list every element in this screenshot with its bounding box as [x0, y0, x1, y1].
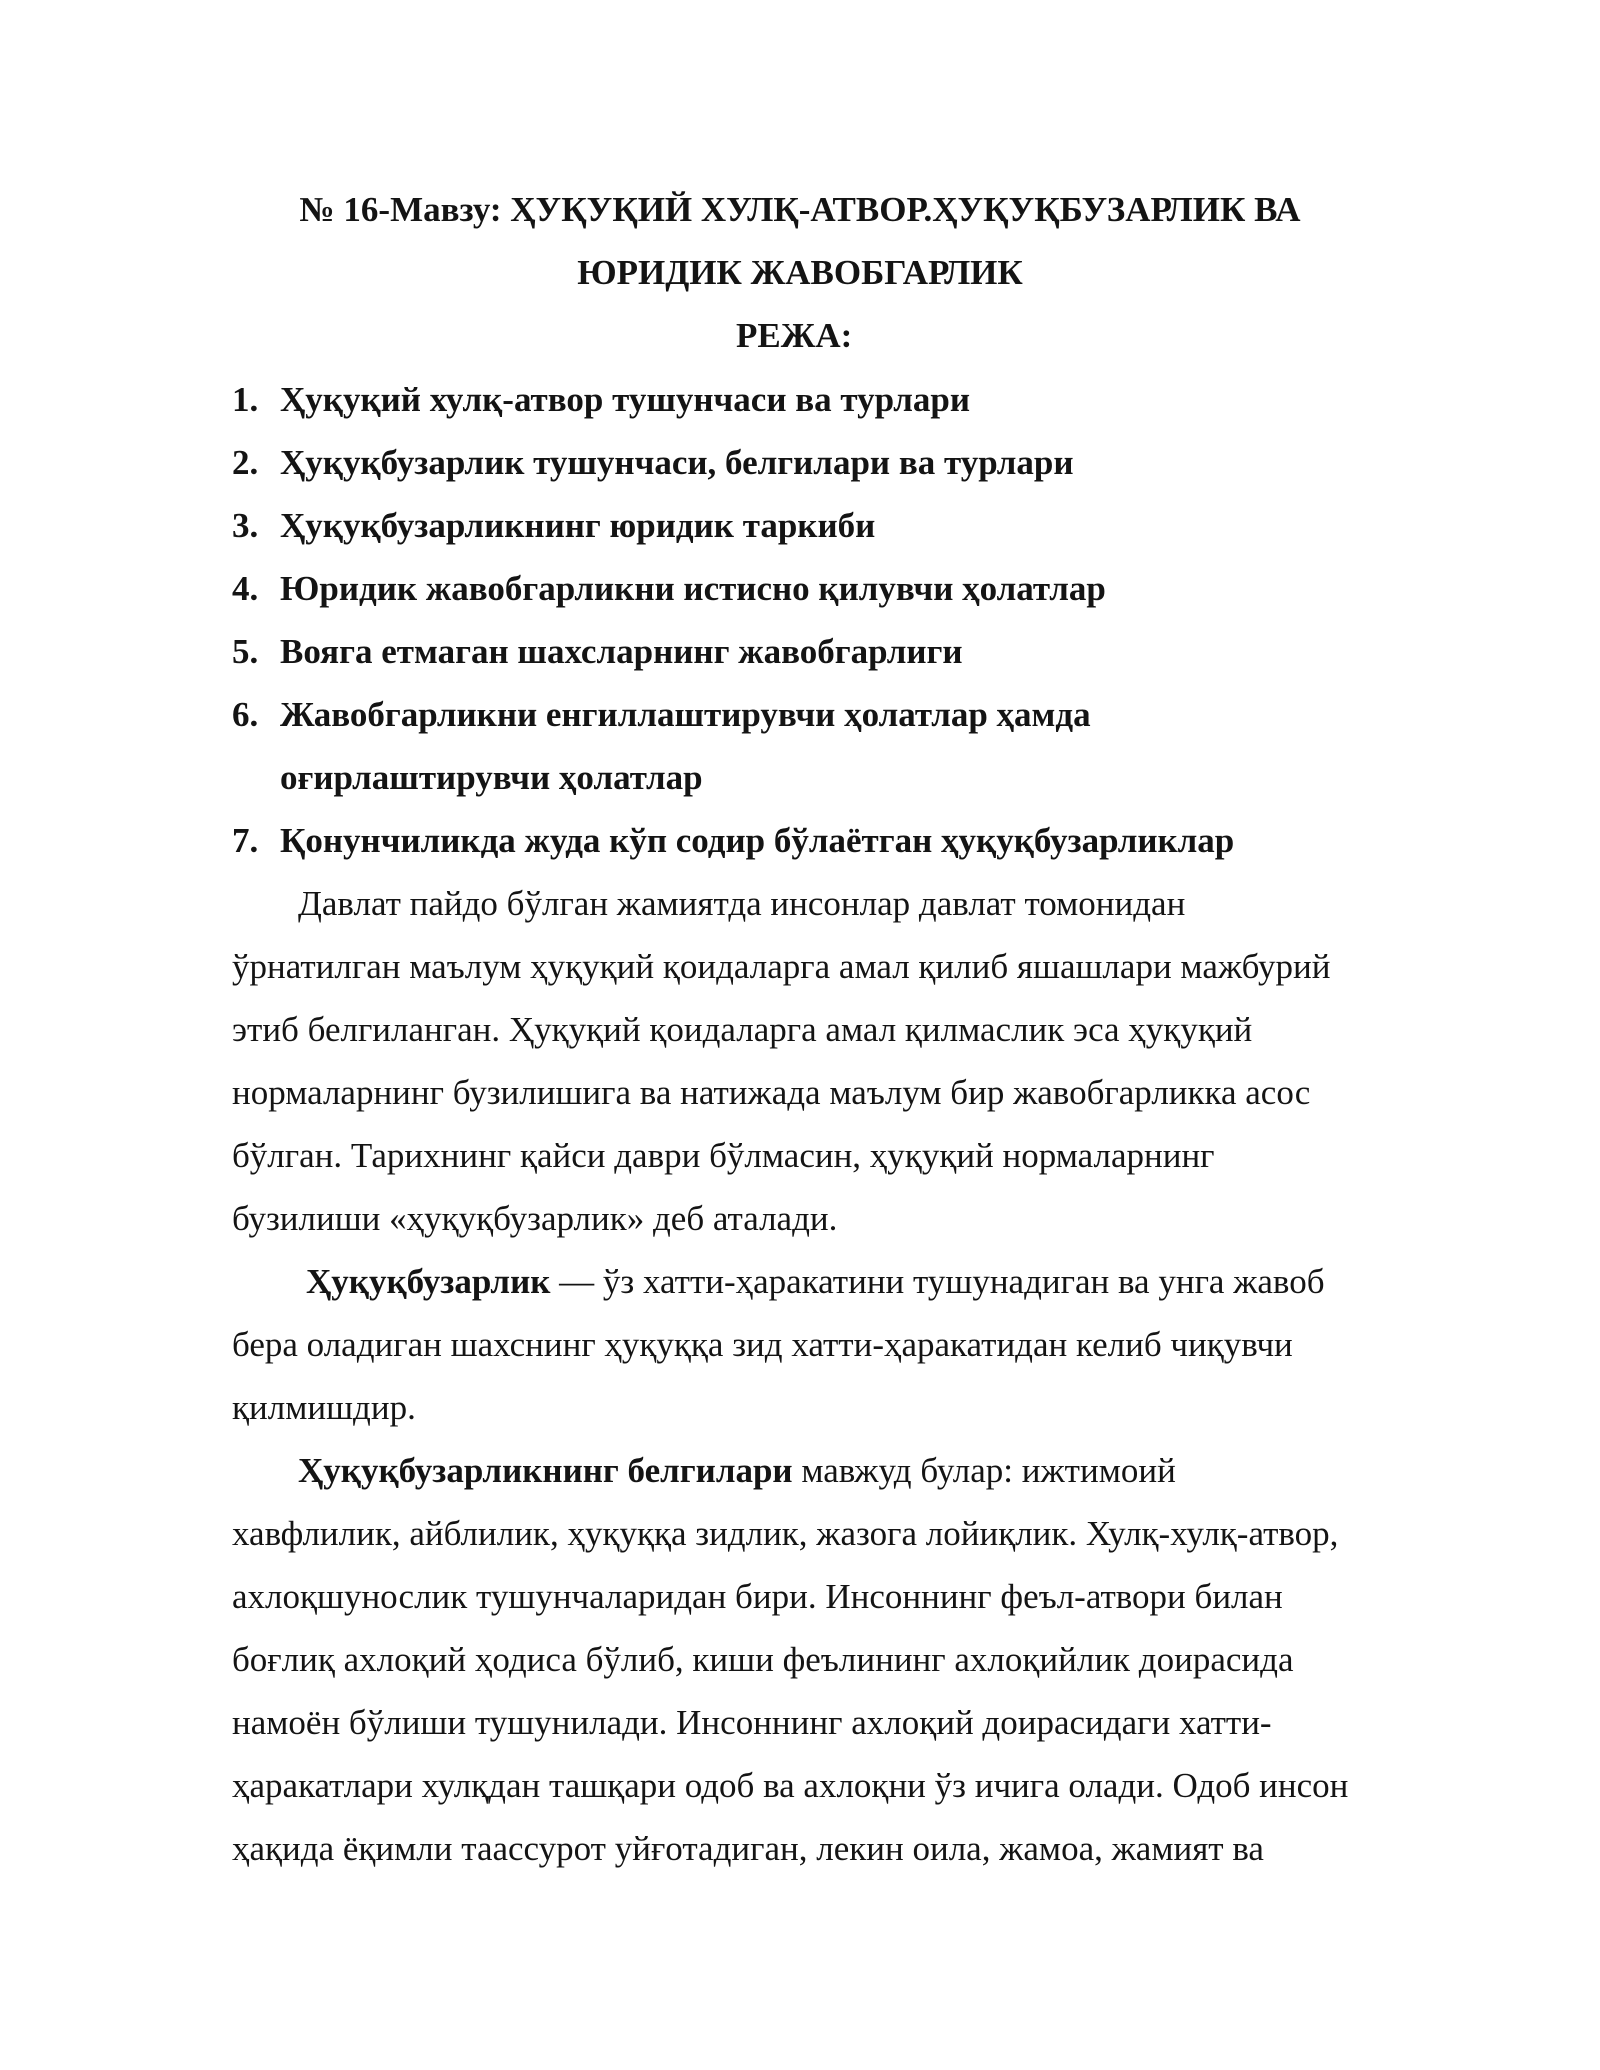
paragraph-line: қилмишдир. — [232, 1388, 416, 1427]
paragraph-line: бера оладиган шахснинг ҳуқуққа зид хатти-ҳаракатидан келиб чиқувчи — [232, 1325, 1293, 1364]
paragraph-line: нормаларнинг бузилишига ва натижада маълум бир жавобгарликка асос — [232, 1073, 1311, 1112]
defined-term: Ҳуқуқбузарликнинг белгилари — [298, 1451, 793, 1490]
plan-item — [232, 494, 1432, 557]
plan-item-text: Ҳуқуқбузарликнинг юридик таркиби — [280, 506, 876, 545]
plan-item-number: 2. — [232, 443, 259, 482]
plan-item — [232, 683, 1432, 809]
paragraph-text: — ўз хатти-ҳаракатини тушунадиган ва унга жавоб — [550, 1262, 1325, 1301]
paragraph-text: мавжуд булар: ижтимоий — [792, 1451, 1176, 1490]
plan-item-text: Ҳуқуқий хулқ-атвор тушунчаси ва турлари — [280, 380, 970, 419]
plan-item-text-line: Жавобгарликни енгиллаштирувчи ҳолатлар ҳамда — [280, 695, 1091, 734]
plan-item — [232, 431, 1432, 494]
paragraph-line: Давлат пайдо бўлган жамиятда инсонлар давлат томонидан — [298, 884, 1186, 923]
paragraph-line: ҳаракатлари хулқдан ташқари одоб ва ахлоқни ўз ичига олади. Одоб инсон — [232, 1766, 1349, 1805]
paragraph-line: бўлган. Тарихнинг қайси даври бўлмасин, ҳуқуқий нормаларнинг — [232, 1136, 1215, 1175]
paragraph-line: намоён бўлиши тушунилади. Инсоннинг ахлоқий доирасидаги хатти- — [232, 1703, 1272, 1742]
plan-item-text: Юридик жавобгарликни истисно қилувчи ҳолатлар — [280, 569, 1106, 608]
plan-item-number: 7. — [232, 821, 259, 860]
plan-heading: РЕЖА: — [736, 316, 853, 355]
paragraph-line: ахлоқшунослик тушунчаларидан бири. Инсоннинг феъл-атвори билан — [232, 1577, 1283, 1616]
plan-item-number: 5. — [232, 632, 259, 671]
plan-item-text: Вояга етмаган шахсларнинг жавобгарлиги — [280, 632, 963, 671]
paragraph-3 — [232, 1439, 1432, 1880]
paragraph-line: бузилиши «ҳуқуқбузарлик» деб аталади. — [232, 1199, 838, 1238]
plan-item-text: Қонунчиликда жуда кўп содир бўлаётган ҳуқуқбузарликлар — [280, 821, 1235, 860]
plan-item-text-line: оғирлаштирувчи ҳолатлар — [280, 758, 703, 797]
paragraph-line: ҳақида ёқимли таассурот уйғотадиган, лекин оила, жамоа, жамият ва — [232, 1829, 1264, 1868]
plan-item-number: 6. — [232, 695, 259, 734]
paragraph-2 — [232, 1250, 1432, 1439]
plan-item-text: Ҳуқуқбузарлик тушунчаси, белгилари ва турлари — [280, 443, 1074, 482]
paragraph-line — [232, 1250, 1432, 1313]
plan-item — [232, 809, 1432, 872]
plan-item-number: 1. — [232, 380, 259, 419]
plan-item-text — [280, 683, 1432, 809]
defined-term: Ҳуқуқбузарлик — [306, 1262, 551, 1301]
plan-item — [232, 620, 1432, 683]
document-title-line-2: ЮРИДИК ЖАВОБГАРЛИК — [577, 253, 1023, 292]
document-title-line-1: № 16-Мавзу: ҲУҚУҚИЙ ХУЛҚ-АТВОР.ҲУҚУҚБУЗАРЛИК ВА — [299, 190, 1301, 229]
plan-item — [232, 557, 1432, 620]
paragraph-line: ўрнатилган маълум ҳуқуқий қоидаларга амал қилиб яшашлари мажбурий — [232, 947, 1331, 986]
plan-item-number: 3. — [232, 506, 259, 545]
paragraph-line: этиб белгиланган. Ҳуқуқий қоидаларга амал қилмаслик эса ҳуқуқий — [232, 1010, 1253, 1049]
paragraph-line: хавфлилик, айблилик, ҳуқуққа зидлик, жазога лойиқлик. Хулқ-хулқ-атвор, — [232, 1514, 1339, 1553]
plan-item — [232, 368, 1432, 431]
paragraph-1 — [232, 872, 1432, 1250]
paragraph-line: боғлиқ ахлоқий ҳодиса бўлиб, киши феълининг ахлоқийлик доирасида — [232, 1640, 1294, 1679]
paragraph-line — [232, 1439, 1432, 1502]
plan-list — [232, 368, 1432, 872]
plan-item-number: 4. — [232, 569, 259, 608]
